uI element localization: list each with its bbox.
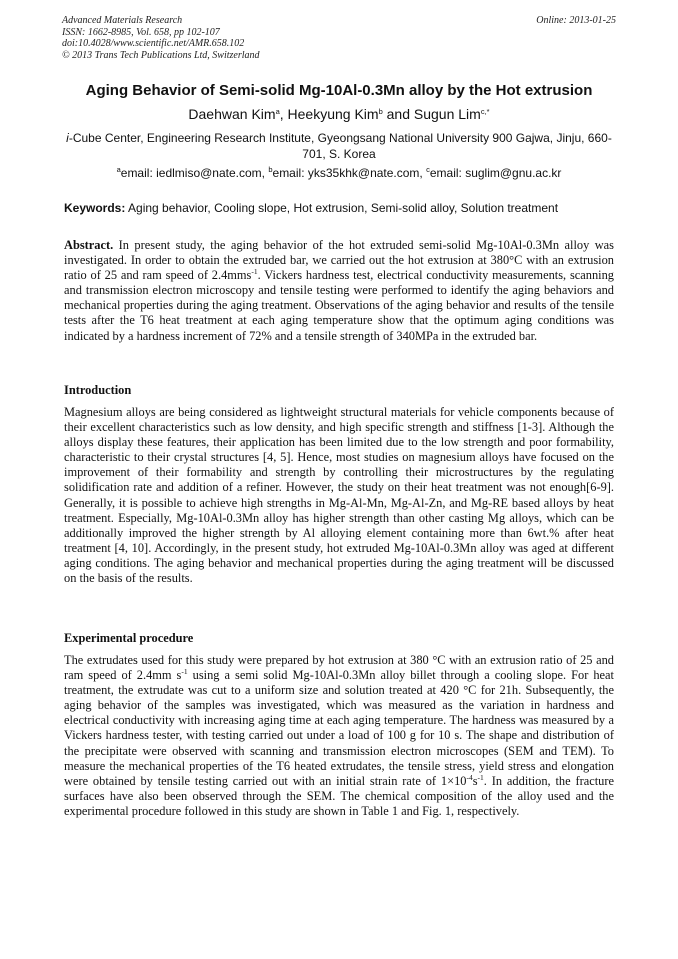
introduction-paragraph: Magnesium alloys are being considered as lightweight structural materials for vehicle components because of their excellent characteristics such as low density, and high specific strength and stiffness [1-3]. Although the alloys display these features, their application has been limited due to the low strength and poor formability, characteristic to their crystal structures [4, 5]. Hence, most studies on magnesium alloys have focused on the improvement of their formability and strength by controlling their microstructures by the regulating solidification rate and addition of a refiner. However, the study on their heat treatment was not enough[6-9]. Generally, it is possible to achieve high strengths in Mg-Al-Mn, Mg-Al-Zn, and Mg-RE based alloys by heat treatment. Especially, Mg-10Al-0.3Mn alloy has higher strength than other casting Mg alloys, which can be additionally improved the higher strength by Al alloying element containing more than 6wt.% after heat treatment [4, 10]. Accordingly, in the present study, hot extruded Mg-10Al-0.3Mn alloy was aged at different aging conditions. The aging behavior and mechanical properties during the aging treatment will be discussed on the basis of the results. [64,405,614,586]
copyright-line: © 2013 Trans Tech Publications Ltd, Switzerland [62,49,260,61]
author-separator: , [279,106,288,122]
experimental-paragraph [64,653,614,819]
author-name: Sugun Lim [413,106,481,122]
keywords-label: Keywords: [64,201,126,215]
doi-line: doi:10.4028/www.scientific.net/AMR.658.102 [62,38,245,49]
email-entry: email: iedlmiso@nate.com, [120,166,269,180]
online-date: Online: 2013-01-25 [536,15,616,26]
abstract-text: . Vickers hardness test, electrical conductivity measurements, scanning and transmission electron microscopy and tensile testing were performed to identify the aging behaviors and mechanical properties during the aging treatment. Observations of the aging behavior and results of the tensile tests after the T6 heat treatment at each aging temperature show that the optimum aging conditions was indicated by a hardness increment of 72% and a tensile strength of 340MPa in the extruded bar. [64,268,614,343]
issn-line: ISSN: 1662-8985, Vol. 658, pp 102-107 [62,26,220,38]
email-superscript: b [268,165,273,174]
affiliation [64,130,614,162]
author-list [40,106,638,123]
author-name: Heekyung Kim [287,106,379,122]
keywords [64,201,624,216]
affiliation-italic: i [66,131,69,145]
author-superscript: c,* [480,107,490,116]
superscript: -1 [251,267,258,277]
experimental-text: using a semi solid Mg-10Al-0.3Mn alloy billet through a cooling slope. For heat treatment, the extrudate was cut to a uniform size and solution treated at 420 °C for 21h. Subsequently, the aging behavior of the samples was investigated, which was measured as the variation in hardness and electrical conductivity with increasing aging time at each aging temperature. The hardness was measured by a Vickers hardness tester, with testing carried out under a load of 100 g for 10 s. The shape and distribution of the precipitate were observed with scanning and transmission electron microscopes (SEM and TEM). To measure the mechanical properties of the T6 heated extrudates, the tensile stress, yield stress and elongation were obtained by tensile testing carried out with an initial strain rate of 1×10 [64,668,614,788]
abstract-label: Abstract. [64,238,114,252]
abstract-text: In present study, the aging behavior of the hot extruded semi-solid Mg-10Al-0.3Mn alloy was investigated. In order to obtain the extruded bar, we carried out the hot extrusion at 380°C with an extrusion ratio of 25 and ram speed of 2.4mms [64,238,614,283]
email-superscript: a [116,165,121,174]
email-entry: email: suglim@gnu.ac.kr [429,166,562,180]
email-superscript: c [426,165,430,174]
section-heading-experimental: Experimental procedure [64,631,194,645]
keywords-text: Aging behavior, Cooling slope, Hot extrusion, Semi-solid alloy, Solution treatment [125,201,559,215]
author-emails [40,166,638,181]
author-name: Daehwan Kim [188,106,276,122]
experimental-text: . In addition, the fracture surfaces have also been observed through the SEM. The chemical composition of the alloy used and the experimental procedure followed in this study are shown in Table 1 and Fig. 1, respectively. [64,773,614,818]
journal-name: Advanced Materials Research [62,15,183,26]
superscript: -4 [466,772,473,782]
experimental-text: s [472,773,478,788]
abstract-paragraph [64,238,614,344]
paper-title: Aging Behavior of Semi-solid Mg-10Al-0.3Mn alloy by the Hot extrusion [85,82,593,99]
affiliation-text: -Cube Center, Engineering Research Institute, Gyeongsang National University 900 Gajwa, Jinju, 660-701, S. Korea [68,131,612,161]
author-superscript: b [378,107,383,116]
email-entry: email: yks35khk@nate.com, [272,166,427,180]
superscript: -1 [477,772,484,782]
author-superscript: a [275,107,280,116]
section-heading-introduction: Introduction [64,383,132,397]
experimental-text: The extrudates used for this study were prepared by hot extrusion at 380 °C with an extrusion ratio of 25 and ram speed of 2.4mm s [64,653,614,683]
superscript: -1 [181,667,188,677]
journal-header [62,15,616,61]
author-separator: and [382,106,414,122]
